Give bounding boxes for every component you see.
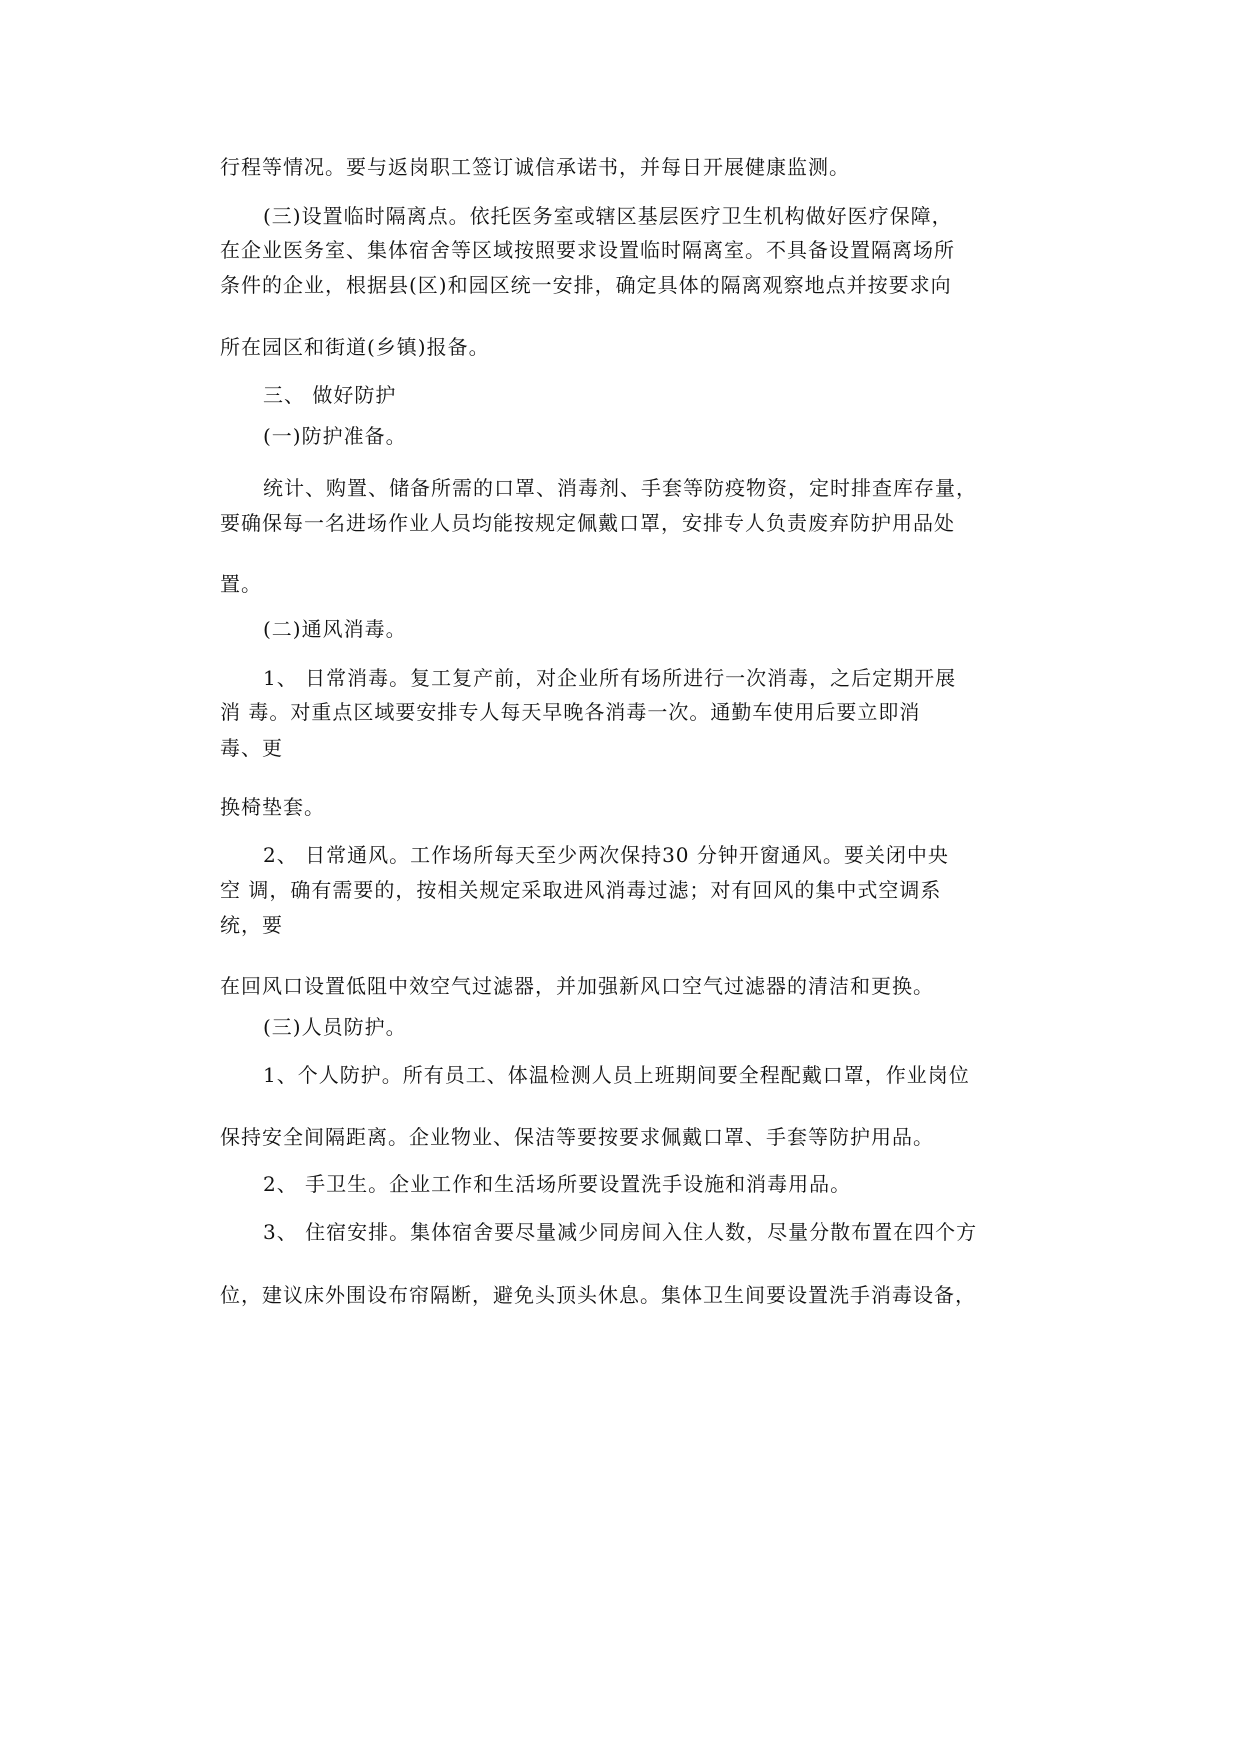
text-line: 行程等情况。要与返岗职工签订诚信承诺书，并每日开展健康监测。 (220, 155, 850, 179)
text-line: 在回风口设置低阻中效空气过滤器，并加强新风口空气过滤器的清洁和更换。 (220, 974, 934, 998)
text-line: 置。 (220, 572, 262, 596)
text-line: 所在园区和街道(乡镇)报备。 (220, 335, 490, 359)
text-line: 1、 日常消毒。复工复产前，对企业所有场所进行一次消毒，之后定期开展 (263, 666, 957, 690)
text-line: 换椅垫套。 (220, 795, 325, 819)
text-line: 统，要 (220, 913, 283, 937)
text-line: 3、 住宿安排。集体宿舍要尽量减少同房间入住人数，尽量分散布置在四个方 (263, 1220, 978, 1244)
text-line: 2、 手卫生。企业工作和生活场所要设置洗手设施和消毒用品。 (263, 1172, 852, 1196)
text-line: 要确保每一名进场作业人员均能按规定佩戴口罩，安排专人负责废弃防护用品处 (220, 511, 955, 535)
text-line: 条件的企业，根据县(区)和园区统一安排，确定具体的隔离观察地点并按要求向 (220, 273, 952, 297)
text-line: 统计、购置、储备所需的口罩、消毒剂、手套等防疫物资，定时排查库存量， (263, 476, 977, 500)
text-line: 位，建议床外围设布帘隔断，避免头顶头休息。集体卫生间要设置洗手消毒设备， (220, 1283, 976, 1307)
subsection-heading: (一)防护准备。 (263, 424, 407, 448)
subsection-heading: (二)通风消毒。 (263, 617, 407, 641)
text-line: 毒、更 (220, 736, 283, 760)
text-line: 1、个人防护。所有员工、体温检测人员上班期间要全程配戴口罩，作业岗位 (263, 1063, 970, 1087)
text-line: 保持安全间隔距离。企业物业、保洁等要按要求佩戴口罩、手套等防护用品。 (220, 1125, 934, 1149)
section-heading: 三、 做好防护 (263, 383, 397, 407)
text-line: 消 毒。对重点区域要安排专人每天早晚各消毒一次。通勤车使用后要立即消 (220, 700, 921, 724)
text-line: (三)设置临时隔离点。依托医务室或辖区基层医疗卫生机构做好医疗保障， (263, 204, 953, 228)
text-line: 在企业医务室、集体宿舍等区域按照要求设置临时隔离室。不具备设置隔离场所 (220, 238, 955, 262)
text-line: 空 调，确有需要的，按相关规定采取进风消毒过滤；对有回风的集中式空调系 (220, 878, 942, 902)
text-line: 2、 日常通风。工作场所每天至少两次保持30 分钟开窗通风。要关闭中央 (263, 843, 949, 867)
subsection-heading: (三)人员防护。 (263, 1015, 407, 1039)
